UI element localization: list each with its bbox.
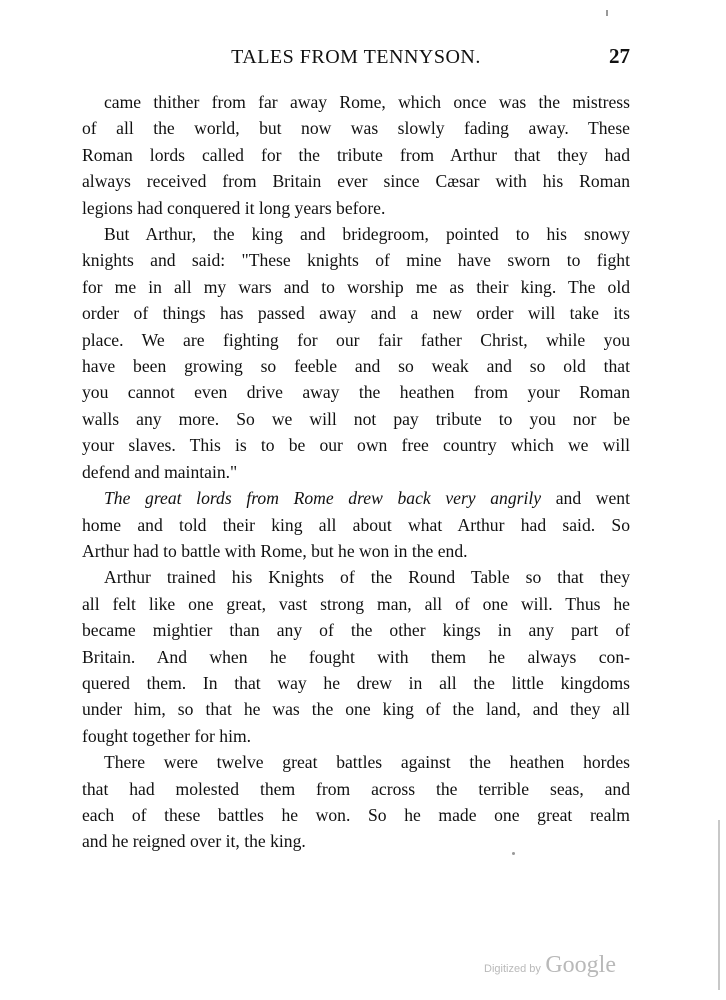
text-line: There were twelve great battles against the heathen hordes bbox=[104, 752, 630, 773]
digitized-by-google-watermark bbox=[484, 952, 616, 979]
text-line: always received from Britain ever since Cæsar with his Roman bbox=[82, 171, 630, 192]
text-line: legions had conquered it long years before. bbox=[82, 197, 386, 218]
text-line: all felt like one great, vast strong man, all of one will. Thus he bbox=[82, 593, 630, 614]
google-logo: Google bbox=[545, 952, 616, 978]
text-line: your slaves. This is to be our own free country which we will bbox=[82, 435, 630, 456]
paragraph-2 bbox=[82, 221, 630, 485]
text-line: walls any more. So we will not pay tribute to you nor be bbox=[82, 408, 630, 429]
text-line: Britain. And when he fought with them he always con- bbox=[82, 646, 630, 667]
paragraph-1 bbox=[82, 89, 630, 221]
text-line: order of things has passed away and a new order will take its bbox=[82, 303, 630, 324]
scan-speck bbox=[512, 852, 515, 855]
text-line: Roman lords called for the tribute from Arthur that they had bbox=[82, 144, 630, 165]
text-line: have been growing so feeble and so weak and so old that bbox=[82, 356, 630, 377]
text-line: became mightier than any of the other kings in any part of bbox=[82, 620, 630, 641]
text-line: fought together for him. bbox=[82, 725, 252, 746]
paragraph-3 bbox=[82, 485, 630, 564]
text-line: each of these battles he won. So he made one great realm bbox=[82, 804, 630, 825]
text-line: that had molested them from across the terrible seas, and bbox=[82, 778, 630, 799]
text-line-italic-lead bbox=[82, 485, 630, 511]
text-fragment: and went bbox=[541, 488, 630, 509]
text-line: Arthur trained his Knights of the Round Table so that they bbox=[104, 567, 630, 588]
paragraph-4 bbox=[82, 564, 630, 749]
italic-phrase: The great lords from Rome drew back very angrily bbox=[104, 488, 542, 509]
body-text bbox=[82, 89, 630, 855]
paragraph-5 bbox=[82, 749, 630, 855]
text-line: under him, so that he was the one king of the land, and they all bbox=[82, 699, 630, 720]
watermark-prefix: Digitized by bbox=[484, 963, 541, 975]
scan-edge-mark bbox=[718, 820, 720, 990]
text-line: for me in all my wars and to worship me as their king. The old bbox=[82, 276, 630, 297]
text-line: knights and said: "These knights of mine have sworn to fight bbox=[82, 250, 630, 271]
text-line: defend and maintain." bbox=[82, 461, 238, 482]
text-line: came thither from far away Rome, which once was the mistress bbox=[104, 92, 630, 112]
text-line: place. We are fighting for our fair father Christ, while you bbox=[82, 329, 630, 350]
running-title: TALES FROM TENNYSON. bbox=[231, 46, 481, 68]
text-line: quered them. In that way he drew in all the little kingdoms bbox=[82, 672, 630, 693]
text-line: and he reigned over it, the king. bbox=[82, 831, 306, 852]
page-number: 27 bbox=[609, 44, 630, 68]
text-line: home and told their king all about what Arthur had said. So bbox=[82, 514, 630, 535]
text-line: Arthur had to battle with Rome, but he won in the end. bbox=[82, 540, 468, 561]
page-header bbox=[82, 44, 630, 74]
text-line: of all the world, but now was slowly fading away. These bbox=[82, 118, 630, 139]
text-line: But Arthur, the king and bridegroom, pointed to his snowy bbox=[104, 224, 630, 245]
scan-edge-mark bbox=[606, 10, 608, 16]
text-line: you cannot even drive away the heathen from your Roman bbox=[82, 382, 630, 403]
